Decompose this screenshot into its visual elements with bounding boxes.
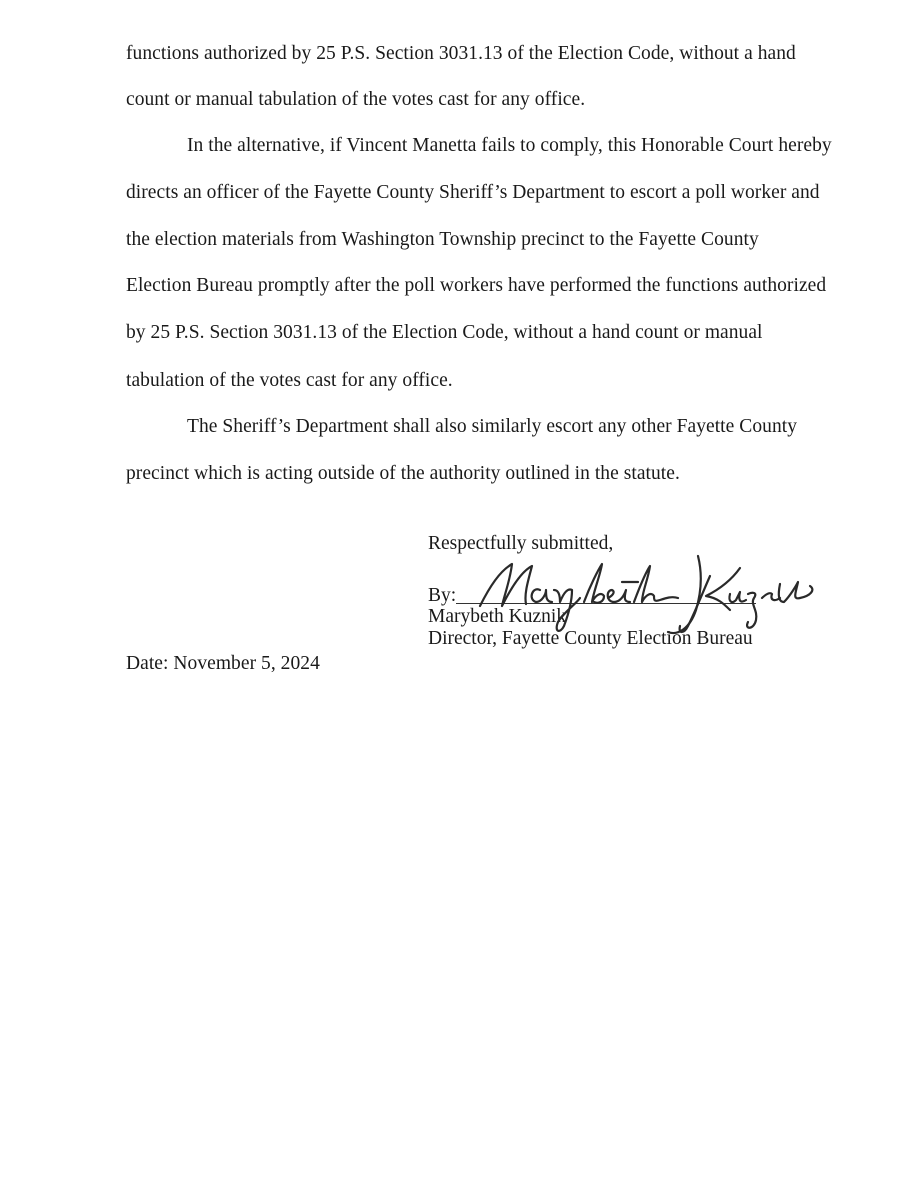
handwritten-signature	[440, 546, 830, 636]
paragraph-2-line-4: Election Bureau promptly after the poll workers have performed the functions authorized	[126, 275, 827, 296]
paragraph-2-line-1: In the alternative, if Vincent Manetta fails to comply, this Honorable Court hereby	[187, 135, 832, 156]
paragraph-3-line-1: The Sheriff’s Department shall also similarly escort any other Fayette County	[187, 416, 798, 437]
closing-text: Respectfully submitted,	[428, 533, 614, 554]
paragraph-3-line-2: precinct which is acting outside of the authority outlined in the statute.	[126, 463, 680, 484]
paragraph-2-line-6: tabulation of the votes cast for any office.	[126, 370, 453, 391]
signer-title: Director, Fayette County Election Bureau	[428, 628, 753, 649]
paragraph-2-line-5: by 25 P.S. Section 3031.13 of the Election Code, without a hand count or manual	[126, 322, 763, 343]
by-label: By:	[428, 585, 457, 606]
date-line: Date: November 5, 2024	[126, 653, 320, 674]
paragraph-1-line-1: functions authorized by 25 P.S. Section 3031.13 of the Election Code, without a hand	[126, 43, 796, 64]
paragraph-1-line-2: count or manual tabulation of the votes cast for any office.	[126, 89, 586, 110]
paragraph-2-line-2: directs an officer of the Fayette County Sheriff’s Department to escort a poll worker and	[126, 182, 820, 203]
paragraph-2-line-3: the election materials from Washington Township precinct to the Fayette County	[126, 229, 759, 250]
signer-name: Marybeth Kuznik	[428, 606, 567, 627]
